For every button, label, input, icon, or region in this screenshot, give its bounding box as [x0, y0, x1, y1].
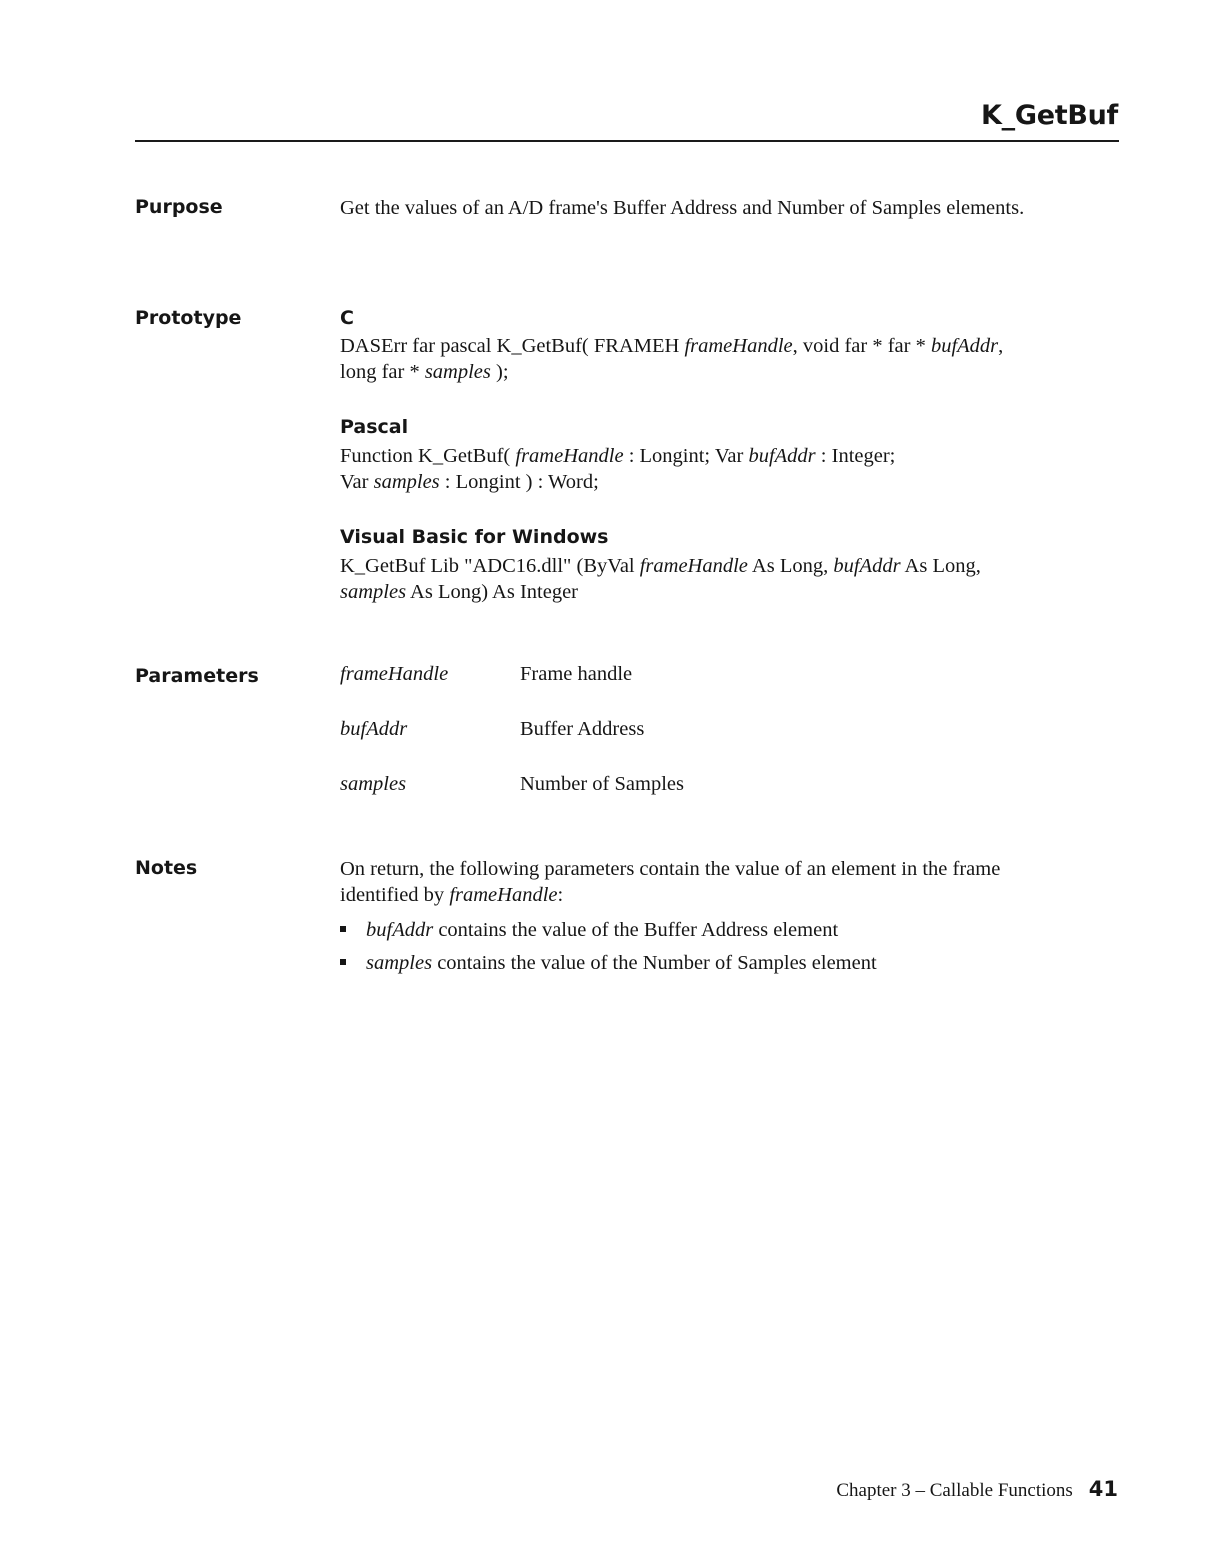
prototype-c-code: DASErr far pascal K_GetBuf( FRAMEH frameHandle, void far * far * bufAddr, long far * samples ); — [340, 335, 1004, 383]
page-number: 41 — [1088, 1477, 1118, 1501]
purpose-text: Get the values of an A/D frame's Buffer Address and Number of Samples elements. — [340, 197, 1025, 219]
bullet-icon — [340, 926, 346, 932]
chapter-title: Chapter 3 – Callable Functions — [836, 1480, 1073, 1501]
page-footer — [836, 1477, 1118, 1502]
section-label-notes: Notes — [135, 857, 198, 879]
prototype-pascal-code: Function K_GetBuf( frameHandle : Longint; Var bufAddr : Integer; Var samples : Longint ) : Word; — [340, 445, 896, 493]
prototype-pascal-heading: Pascal — [340, 416, 409, 438]
section-label-parameters: Parameters — [135, 665, 259, 687]
prototype-vb-code: K_GetBuf Lib "ADC16.dll" (ByVal frameHandle As Long, bufAddr As Long, samples As Long) As Integer — [340, 555, 981, 603]
param-name: bufAddr — [340, 718, 408, 740]
prototype-c-heading: C — [340, 307, 354, 329]
prototype-vb-heading: Visual Basic for Windows — [340, 526, 609, 548]
param-name: samples — [340, 773, 407, 795]
bullet-icon — [340, 959, 346, 965]
notes-text: On return, the following parameters contain the value of an element in the frame identified by frameHandle: — [340, 858, 1001, 906]
param-description: Number of Samples — [520, 773, 684, 795]
header-rule — [135, 140, 1119, 142]
notes-bullet-item: bufAddr contains the value of the Buffer Address element — [340, 917, 838, 943]
section-label-purpose: Purpose — [135, 196, 223, 218]
param-description: Frame handle — [520, 663, 633, 685]
section-label-prototype: Prototype — [135, 307, 242, 329]
page-title: K_GetBuf — [981, 100, 1118, 131]
param-description: Buffer Address — [520, 718, 645, 740]
param-name: frameHandle — [340, 663, 449, 685]
notes-bullet-item: samples contains the value of the Number of Samples element — [340, 950, 877, 976]
